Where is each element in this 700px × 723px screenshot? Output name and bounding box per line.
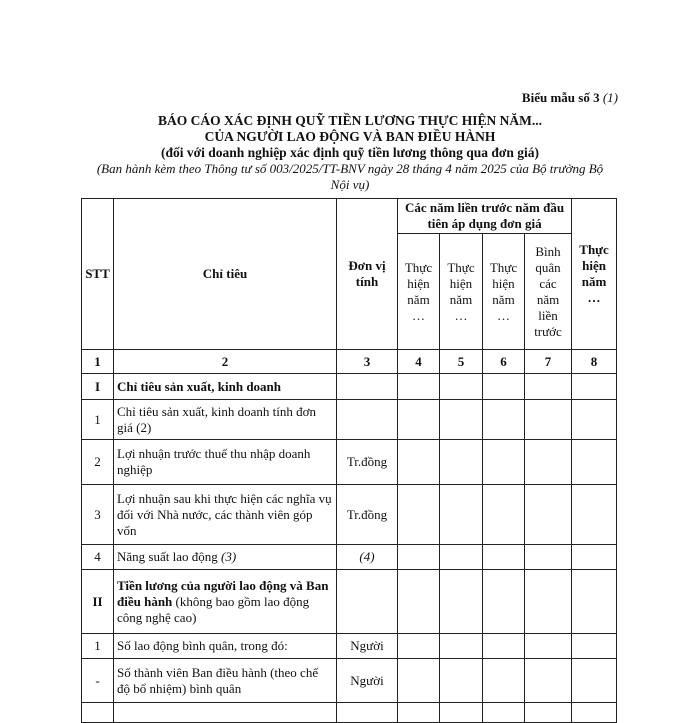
row-unit: (4) <box>337 545 398 570</box>
row-unit <box>337 374 398 400</box>
table-row <box>82 634 617 659</box>
table-row <box>82 703 617 723</box>
row-indicator-text: Năng suất lao động <box>117 549 218 564</box>
row-value-cell <box>483 545 525 570</box>
row-indicator: Chỉ tiêu sản xuất, kinh doanh tính đơn giá (2) <box>114 400 337 440</box>
row-indicator: Lợi nhuận sau khi thực hiện các nghĩa vụ đối với Nhà nước, các thành viên góp vốn <box>114 485 337 545</box>
row-value-cell <box>572 703 617 723</box>
row-indicator: Số lao động bình quân, trong đó: <box>114 634 337 659</box>
col-number: 6 <box>483 350 525 374</box>
header-unit: Đơn vị tính <box>337 199 398 350</box>
row-value-cell <box>440 703 483 723</box>
row-value-cell <box>398 634 440 659</box>
row-value-cell <box>572 634 617 659</box>
header-year-b: Thực hiện năm … <box>440 234 483 350</box>
row-stt: I <box>82 374 114 400</box>
row-value-cell <box>483 400 525 440</box>
row-indicator: Chỉ tiêu sản xuất, kinh doanh <box>114 374 337 400</box>
row-unit <box>337 570 398 634</box>
row-indicator <box>114 570 337 634</box>
table-row <box>82 545 617 570</box>
col-number: 8 <box>572 350 617 374</box>
row-value-cell <box>483 440 525 485</box>
title-line-2: CỦA NGƯỜI LAO ĐỘNG VÀ BAN ĐIỀU HÀNH <box>204 129 496 144</box>
row-value-cell <box>440 374 483 400</box>
row-stt: 1 <box>82 634 114 659</box>
header-stt: STT <box>82 199 114 350</box>
row-value-cell <box>525 485 572 545</box>
row-unit <box>337 400 398 440</box>
row-value-cell <box>572 570 617 634</box>
col-number: 3 <box>337 350 398 374</box>
header-previous-years-group: Các năm liền trước năm đầu tiên áp dụng đơn giá <box>398 199 572 234</box>
table-row <box>82 374 617 400</box>
row-value-cell <box>440 440 483 485</box>
row-value-cell <box>398 485 440 545</box>
row-value-cell <box>572 440 617 485</box>
row-unit: Tr.đồng <box>337 440 398 485</box>
row-value-cell <box>525 659 572 703</box>
row-stt: 3 <box>82 485 114 545</box>
row-unit: Người <box>337 659 398 703</box>
row-value-cell <box>525 545 572 570</box>
row-value-cell <box>572 545 617 570</box>
title-line-4: (Ban hành kèm theo Thông tư số 003/2025/TT-BNV ngày 28 tháng 4 năm 2025 của Bộ trưởng Bộ Nội vụ) <box>96 161 604 192</box>
row-value-cell <box>572 659 617 703</box>
row-value-cell <box>337 703 398 723</box>
table-row <box>82 570 617 634</box>
row-indicator-note: (3) <box>220 549 237 564</box>
table-row <box>82 440 617 485</box>
row-value-cell <box>525 374 572 400</box>
row-value-cell <box>572 485 617 545</box>
row-value-cell <box>483 570 525 634</box>
col-number: 2 <box>114 350 337 374</box>
row-unit: Tr.đồng <box>337 485 398 545</box>
row-value-cell <box>525 440 572 485</box>
row-value-cell <box>483 374 525 400</box>
row-value-cell <box>572 374 617 400</box>
title-line-1: BÁO CÁO XÁC ĐỊNH QUỸ TIỀN LƯƠNG THỰC HIỆN NĂM... <box>157 113 543 128</box>
row-value-cell <box>82 703 114 723</box>
row-value-cell <box>525 400 572 440</box>
row-value-cell <box>440 400 483 440</box>
header-year-c: Thực hiện năm … <box>483 234 525 350</box>
row-value-cell <box>398 659 440 703</box>
table-row <box>82 400 617 440</box>
form-number-note: (1) <box>602 90 618 105</box>
row-indicator <box>114 545 337 570</box>
row-value-cell <box>114 703 337 723</box>
row-stt: 2 <box>82 440 114 485</box>
row-value-cell <box>525 634 572 659</box>
col-number: 4 <box>398 350 440 374</box>
row-indicator: Số thành viên Ban điều hành (theo chế độ bổ nhiệm) bình quân <box>114 659 337 703</box>
row-stt: II <box>82 570 114 634</box>
header-indicator: Chỉ tiêu <box>114 199 337 350</box>
row-value-cell <box>440 485 483 545</box>
row-value-cell <box>398 440 440 485</box>
report-table <box>81 198 617 723</box>
row-value-cell <box>440 634 483 659</box>
row-value-cell <box>440 545 483 570</box>
table-row <box>82 485 617 545</box>
row-value-cell <box>483 659 525 703</box>
row-stt: 4 <box>82 545 114 570</box>
col-number: 1 <box>82 350 114 374</box>
row-value-cell <box>440 570 483 634</box>
row-stt: - <box>82 659 114 703</box>
header-year-a: Thực hiện năm … <box>398 234 440 350</box>
row-value-cell <box>398 545 440 570</box>
row-value-cell <box>398 570 440 634</box>
row-value-cell <box>398 400 440 440</box>
form-number-label: Biểu mẫu số 3 <box>521 90 600 105</box>
row-value-cell <box>572 400 617 440</box>
row-value-cell <box>398 703 440 723</box>
row-value-cell <box>398 374 440 400</box>
row-indicator-note: (không bao gồm lao động công nghệ cao) <box>117 593 310 625</box>
row-value-cell <box>483 485 525 545</box>
row-value-cell <box>525 703 572 723</box>
document-titles <box>86 113 614 193</box>
row-indicator-text: Tiền lương của người lao động và Ban điều hành <box>117 577 329 609</box>
header-row-1 <box>82 199 617 234</box>
header-current-year: Thực hiện năm … <box>572 199 617 350</box>
row-value-cell <box>483 703 525 723</box>
col-number: 7 <box>525 350 572 374</box>
row-value-cell <box>525 570 572 634</box>
column-number-row <box>82 350 617 374</box>
header-average: Bình quân các năm liền trước <box>525 234 572 350</box>
form-number <box>522 90 618 106</box>
row-stt: 1 <box>82 400 114 440</box>
row-unit: Người <box>337 634 398 659</box>
row-value-cell <box>483 634 525 659</box>
table-row <box>82 659 617 703</box>
row-value-cell <box>440 659 483 703</box>
title-line-3: (đối với doanh nghiệp xác định quỹ tiền lương thông qua đơn giá) <box>161 145 539 160</box>
col-number: 5 <box>440 350 483 374</box>
row-indicator: Lợi nhuận trước thuế thu nhập doanh nghiệp <box>114 440 337 485</box>
